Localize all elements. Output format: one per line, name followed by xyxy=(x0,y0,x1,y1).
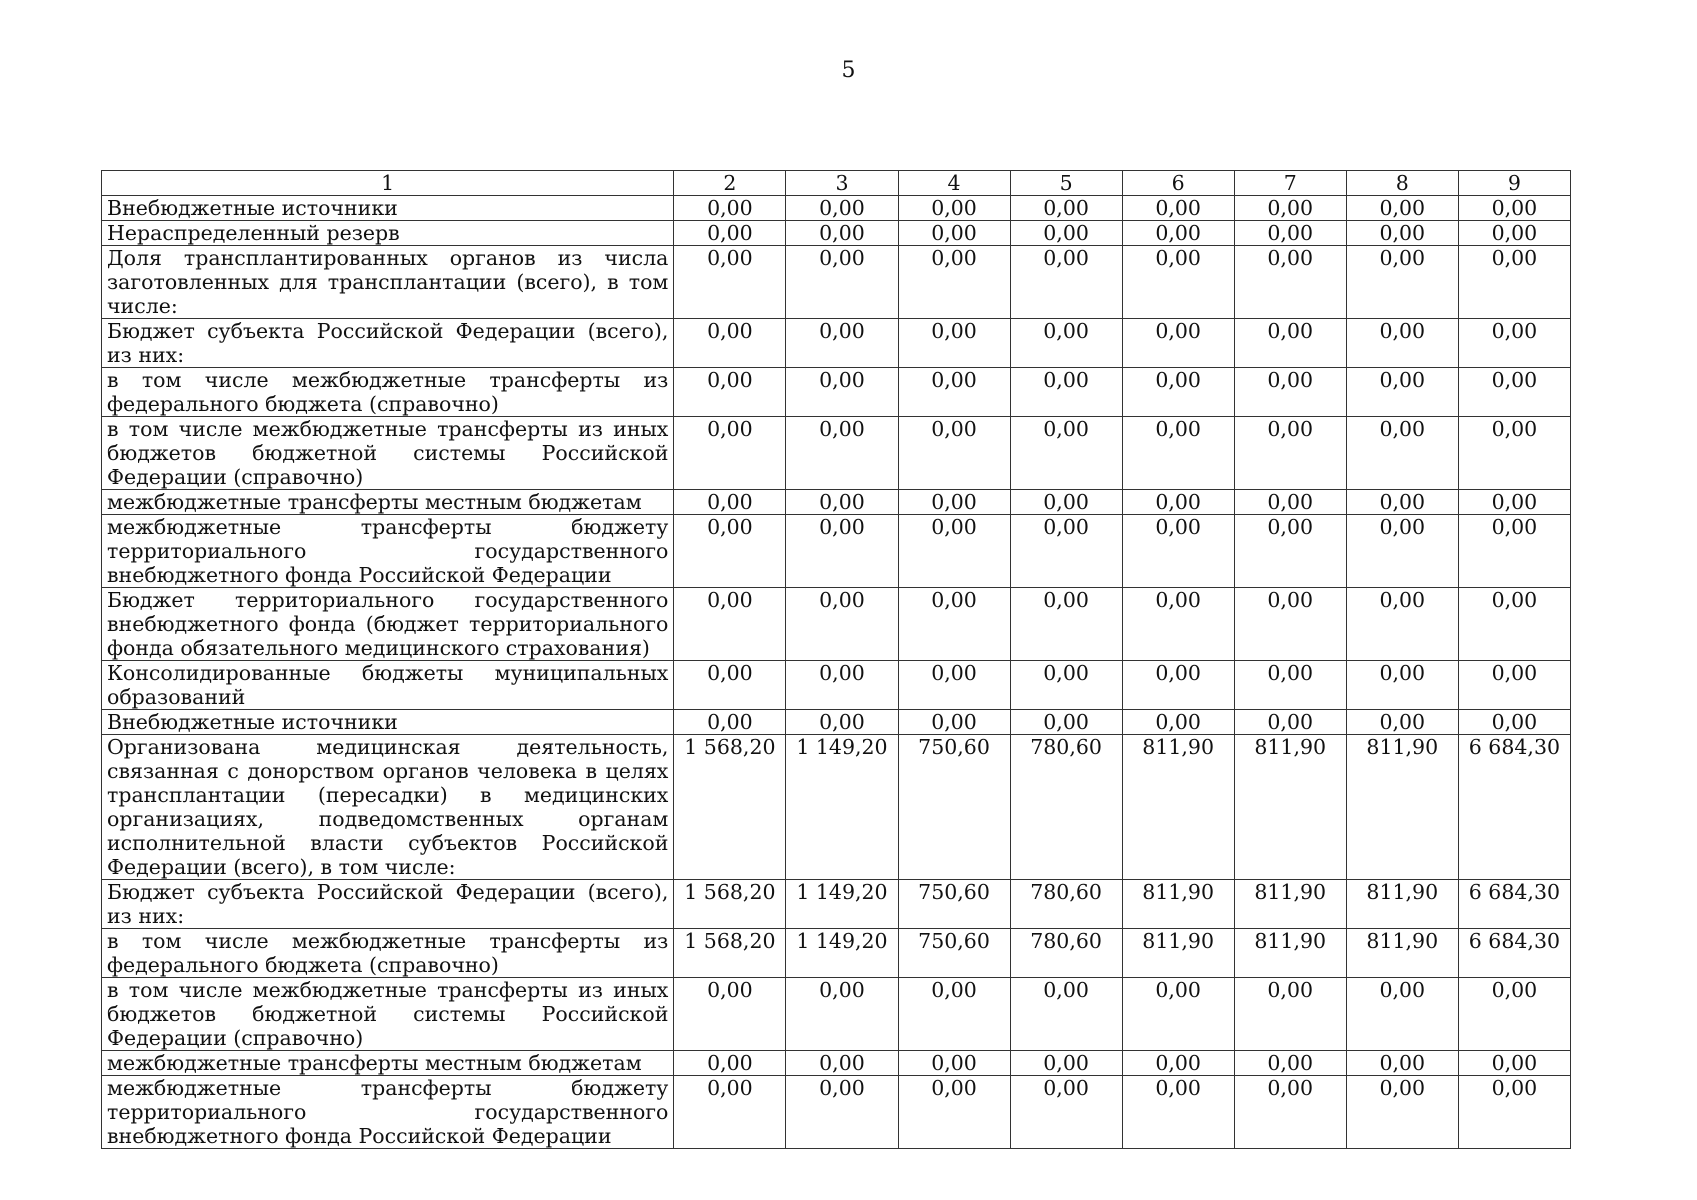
table-row xyxy=(102,661,1571,710)
column-header-4: 4 xyxy=(898,171,1010,196)
value-cell: 0,00 xyxy=(674,515,786,588)
value-cell: 0,00 xyxy=(1010,417,1122,490)
value-cell: 0,00 xyxy=(1234,490,1346,515)
value-cell: 750,60 xyxy=(898,880,1010,929)
value-cell: 0,00 xyxy=(786,661,898,710)
value-cell: 0,00 xyxy=(898,196,1010,221)
value-cell: 0,00 xyxy=(674,246,786,319)
value-cell: 0,00 xyxy=(1346,1076,1458,1149)
value-cell: 780,60 xyxy=(1010,880,1122,929)
value-cell: 0,00 xyxy=(1458,1051,1570,1076)
value-cell: 0,00 xyxy=(1458,319,1570,368)
table-row xyxy=(102,735,1571,880)
value-cell: 0,00 xyxy=(1234,319,1346,368)
budget-table xyxy=(101,170,1571,1149)
value-cell: 0,00 xyxy=(674,1051,786,1076)
value-cell: 0,00 xyxy=(674,1076,786,1149)
value-cell: 0,00 xyxy=(1458,661,1570,710)
column-header-1: 1 xyxy=(102,171,674,196)
value-cell: 0,00 xyxy=(674,368,786,417)
row-label: в том числе межбюджетные трансферты из иных бюджетов бюджетной системы Российской Федерации (справочно) xyxy=(102,417,674,490)
value-cell: 0,00 xyxy=(898,417,1010,490)
row-label: Внебюджетные источники xyxy=(102,710,674,735)
table-row xyxy=(102,417,1571,490)
row-label: межбюджетные трансферты бюджету территориального государственного внебюджетного фонда Российской Федерации xyxy=(102,1076,674,1149)
value-cell: 0,00 xyxy=(898,368,1010,417)
value-cell: 0,00 xyxy=(1122,710,1234,735)
row-label: в том числе межбюджетные трансферты из федерального бюджета (справочно) xyxy=(102,368,674,417)
value-cell: 0,00 xyxy=(1458,490,1570,515)
column-header-9: 9 xyxy=(1458,171,1570,196)
value-cell: 0,00 xyxy=(1234,221,1346,246)
value-cell: 811,90 xyxy=(1122,929,1234,978)
value-cell: 811,90 xyxy=(1234,929,1346,978)
value-cell: 0,00 xyxy=(1122,368,1234,417)
value-cell: 0,00 xyxy=(1346,319,1458,368)
value-cell: 811,90 xyxy=(1346,880,1458,929)
value-cell: 0,00 xyxy=(898,1076,1010,1149)
value-cell: 0,00 xyxy=(786,978,898,1051)
value-cell: 0,00 xyxy=(1122,1076,1234,1149)
row-label: межбюджетные трансферты местным бюджетам xyxy=(102,1051,674,1076)
table-row xyxy=(102,588,1571,661)
row-label: Внебюджетные источники xyxy=(102,196,674,221)
value-cell: 0,00 xyxy=(786,1076,898,1149)
value-cell: 0,00 xyxy=(1234,246,1346,319)
value-cell: 0,00 xyxy=(1458,368,1570,417)
value-cell: 0,00 xyxy=(1346,221,1458,246)
column-header-6: 6 xyxy=(1122,171,1234,196)
table-header xyxy=(102,171,1571,196)
value-cell: 0,00 xyxy=(1346,246,1458,319)
value-cell: 811,90 xyxy=(1122,735,1234,880)
value-cell: 0,00 xyxy=(674,319,786,368)
value-cell: 0,00 xyxy=(1346,490,1458,515)
column-header-8: 8 xyxy=(1346,171,1458,196)
table-row xyxy=(102,246,1571,319)
value-cell: 780,60 xyxy=(1010,735,1122,880)
value-cell: 0,00 xyxy=(786,490,898,515)
value-cell: 0,00 xyxy=(898,588,1010,661)
value-cell: 0,00 xyxy=(1234,368,1346,417)
value-cell: 0,00 xyxy=(1122,588,1234,661)
value-cell: 0,00 xyxy=(786,710,898,735)
value-cell: 0,00 xyxy=(1458,196,1570,221)
value-cell: 1 149,20 xyxy=(786,735,898,880)
value-cell: 811,90 xyxy=(1346,929,1458,978)
value-cell: 0,00 xyxy=(1234,1051,1346,1076)
table-row xyxy=(102,368,1571,417)
value-cell: 0,00 xyxy=(1458,1076,1570,1149)
value-cell: 0,00 xyxy=(1458,515,1570,588)
value-cell: 0,00 xyxy=(1458,978,1570,1051)
value-cell: 0,00 xyxy=(674,710,786,735)
row-label: Бюджет территориального государственного внебюджетного фонда (бюджет территориального фонда обязательного медицинского страхования) xyxy=(102,588,674,661)
row-label: межбюджетные трансферты местным бюджетам xyxy=(102,490,674,515)
value-cell: 0,00 xyxy=(1458,246,1570,319)
value-cell: 0,00 xyxy=(1234,1076,1346,1149)
value-cell: 6 684,30 xyxy=(1458,735,1570,880)
value-cell: 0,00 xyxy=(674,196,786,221)
value-cell: 811,90 xyxy=(1122,880,1234,929)
value-cell: 811,90 xyxy=(1234,880,1346,929)
table-row xyxy=(102,978,1571,1051)
value-cell: 0,00 xyxy=(1346,417,1458,490)
value-cell: 0,00 xyxy=(1010,368,1122,417)
value-cell: 0,00 xyxy=(1234,710,1346,735)
value-cell: 0,00 xyxy=(1010,1076,1122,1149)
value-cell: 0,00 xyxy=(1010,1051,1122,1076)
value-cell: 0,00 xyxy=(1234,661,1346,710)
value-cell: 0,00 xyxy=(1010,246,1122,319)
value-cell: 0,00 xyxy=(1458,710,1570,735)
value-cell: 0,00 xyxy=(786,246,898,319)
value-cell: 1 568,20 xyxy=(674,735,786,880)
column-header-2: 2 xyxy=(674,171,786,196)
value-cell: 0,00 xyxy=(674,661,786,710)
value-cell: 0,00 xyxy=(1122,221,1234,246)
value-cell: 0,00 xyxy=(1122,246,1234,319)
value-cell: 0,00 xyxy=(786,221,898,246)
value-cell: 0,00 xyxy=(1122,515,1234,588)
value-cell: 0,00 xyxy=(1346,661,1458,710)
value-cell: 0,00 xyxy=(1122,1051,1234,1076)
value-cell: 1 568,20 xyxy=(674,929,786,978)
value-cell: 0,00 xyxy=(1458,417,1570,490)
column-header-5: 5 xyxy=(1010,171,1122,196)
table-row xyxy=(102,490,1571,515)
value-cell: 0,00 xyxy=(898,710,1010,735)
row-label: Нераспределенный резерв xyxy=(102,221,674,246)
value-cell: 0,00 xyxy=(898,490,1010,515)
value-cell: 1 149,20 xyxy=(786,929,898,978)
row-label: межбюджетные трансферты бюджету территориального государственного внебюджетного фонда Российской Федерации xyxy=(102,515,674,588)
value-cell: 0,00 xyxy=(1010,588,1122,661)
value-cell: 0,00 xyxy=(1346,978,1458,1051)
row-label: Доля трансплантированных органов из числа заготовленных для трансплантации (всего), в том числе: xyxy=(102,246,674,319)
table-body xyxy=(102,196,1571,1149)
value-cell: 0,00 xyxy=(1346,588,1458,661)
value-cell: 0,00 xyxy=(1122,196,1234,221)
table-row xyxy=(102,929,1571,978)
value-cell: 0,00 xyxy=(674,417,786,490)
column-header-3: 3 xyxy=(786,171,898,196)
table-row xyxy=(102,880,1571,929)
value-cell: 1 149,20 xyxy=(786,880,898,929)
value-cell: 0,00 xyxy=(786,368,898,417)
value-cell: 0,00 xyxy=(1122,490,1234,515)
value-cell: 0,00 xyxy=(786,515,898,588)
value-cell: 0,00 xyxy=(1122,661,1234,710)
value-cell: 0,00 xyxy=(674,490,786,515)
value-cell: 6 684,30 xyxy=(1458,929,1570,978)
value-cell: 0,00 xyxy=(1010,319,1122,368)
value-cell: 0,00 xyxy=(898,1051,1010,1076)
value-cell: 780,60 xyxy=(1010,929,1122,978)
value-cell: 0,00 xyxy=(898,246,1010,319)
value-cell: 0,00 xyxy=(1346,1051,1458,1076)
table-row xyxy=(102,710,1571,735)
table-row xyxy=(102,1051,1571,1076)
value-cell: 811,90 xyxy=(1234,735,1346,880)
value-cell: 0,00 xyxy=(1010,221,1122,246)
value-cell: 0,00 xyxy=(786,588,898,661)
column-header-7: 7 xyxy=(1234,171,1346,196)
value-cell: 0,00 xyxy=(1234,196,1346,221)
row-label: в том числе межбюджетные трансферты из иных бюджетов бюджетной системы Российской Федерации (справочно) xyxy=(102,978,674,1051)
value-cell: 0,00 xyxy=(898,515,1010,588)
value-cell: 0,00 xyxy=(786,417,898,490)
value-cell: 0,00 xyxy=(786,1051,898,1076)
row-label: в том числе межбюджетные трансферты из федерального бюджета (справочно) xyxy=(102,929,674,978)
value-cell: 1 568,20 xyxy=(674,880,786,929)
row-label: Бюджет субъекта Российской Федерации (всего), из них: xyxy=(102,880,674,929)
value-cell: 750,60 xyxy=(898,929,1010,978)
value-cell: 6 684,30 xyxy=(1458,880,1570,929)
value-cell: 0,00 xyxy=(1010,710,1122,735)
value-cell: 0,00 xyxy=(898,978,1010,1051)
value-cell: 0,00 xyxy=(1346,196,1458,221)
value-cell: 811,90 xyxy=(1346,735,1458,880)
value-cell: 0,00 xyxy=(1010,978,1122,1051)
table-row xyxy=(102,196,1571,221)
value-cell: 0,00 xyxy=(1234,978,1346,1051)
row-label: Консолидированные бюджеты муниципальных образований xyxy=(102,661,674,710)
table-row xyxy=(102,319,1571,368)
value-cell: 0,00 xyxy=(1122,978,1234,1051)
value-cell: 0,00 xyxy=(674,221,786,246)
value-cell: 0,00 xyxy=(1458,221,1570,246)
value-cell: 0,00 xyxy=(674,588,786,661)
table-row xyxy=(102,515,1571,588)
value-cell: 0,00 xyxy=(1010,196,1122,221)
value-cell: 0,00 xyxy=(1346,368,1458,417)
value-cell: 0,00 xyxy=(1234,515,1346,588)
value-cell: 0,00 xyxy=(898,661,1010,710)
row-label: Организована медицинская деятельность, связанная с донорством органов человека в целях трансплантации (пересадки) в медицинских организациях, подведомственных органам исполнительной власти субъектов Российской Федерации (всего), в том числе: xyxy=(102,735,674,880)
value-cell: 0,00 xyxy=(898,319,1010,368)
value-cell: 0,00 xyxy=(1234,417,1346,490)
value-cell: 0,00 xyxy=(786,319,898,368)
value-cell: 750,60 xyxy=(898,735,1010,880)
header-row xyxy=(102,171,1571,196)
page-number: 5 xyxy=(841,58,856,83)
value-cell: 0,00 xyxy=(674,978,786,1051)
value-cell: 0,00 xyxy=(898,221,1010,246)
value-cell: 0,00 xyxy=(1122,319,1234,368)
value-cell: 0,00 xyxy=(1010,661,1122,710)
value-cell: 0,00 xyxy=(1122,417,1234,490)
value-cell: 0,00 xyxy=(1458,588,1570,661)
value-cell: 0,00 xyxy=(1346,710,1458,735)
row-label: Бюджет субъекта Российской Федерации (всего), из них: xyxy=(102,319,674,368)
value-cell: 0,00 xyxy=(1234,588,1346,661)
value-cell: 0,00 xyxy=(1346,515,1458,588)
value-cell: 0,00 xyxy=(786,196,898,221)
value-cell: 0,00 xyxy=(1010,515,1122,588)
table-row xyxy=(102,221,1571,246)
value-cell: 0,00 xyxy=(1010,490,1122,515)
table-row xyxy=(102,1076,1571,1149)
